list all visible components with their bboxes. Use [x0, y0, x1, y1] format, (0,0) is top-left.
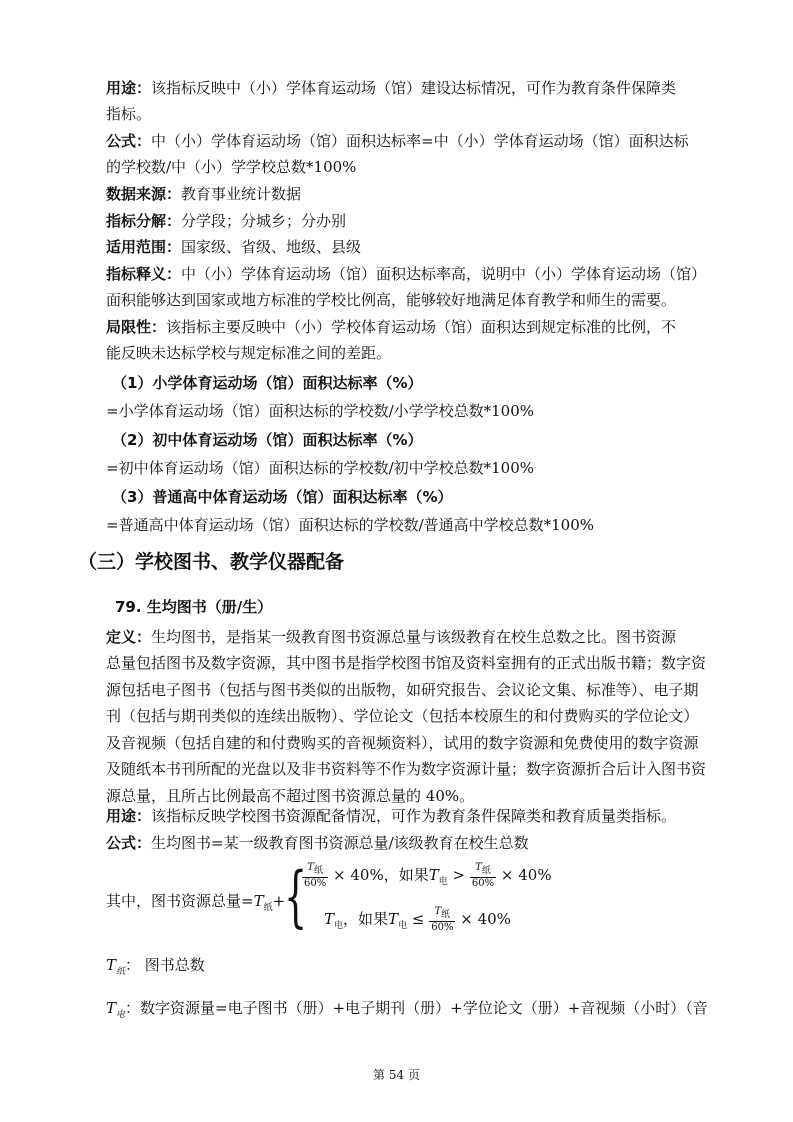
- interpretation-line-cont: 面积能够达到国家或地方标准的学校比例高，能够较好地满足体育教学和师生的需要。: [106, 291, 677, 309]
- formula-line: 公式：中（小）学体育运动场（馆）面积达标率=中（小）学体育运动场（馆）面积达标: [106, 132, 689, 150]
- formula-prefix: 其中，图书资源总量$=T_纸+$: [106, 892, 286, 913]
- formula-case-2: $T_电$，如果$T_电$ ≤ $\frac{T_纸}{60\%}$ × 40%: [324, 906, 511, 933]
- definition-line: 及随纸本书刊所配的光盘以及非书资料等不作为数字资源计量；数字资源折合后计入图书资: [106, 760, 707, 778]
- sub-item-heading: （2）初中体育运动场（馆）面积达标率（%）: [112, 431, 423, 449]
- var-elec-line: $T_电$：数字资源量=电子图书（册）+电子期刊（册）+学位论文（册）+音视频（小时）（音: [106, 999, 708, 1020]
- breakdown-line: 指标分解：分学段；分城乡；分办别: [106, 212, 347, 230]
- definition-line: 总量包括图书及数字资源，其中图书是指学校图书馆及资料室拥有的正式出版书籍；数字资: [106, 654, 707, 672]
- formula-case-1: $\frac{T_纸}{60\%}$ × 40%，如果$T_电$ > $\frac{T_纸}{60\%}$ × 40%: [304, 862, 552, 889]
- scope-line: 适用范围：国家级、省级、地级、县级: [106, 238, 362, 256]
- sub-item-formula: =小学体育运动场（馆）面积达标的学校数/小学学校总数*100%: [106, 402, 535, 420]
- item-title: 79. 生均图书（册/生）: [115, 598, 273, 616]
- definition-line: 定义：生均图书，是指某一级教育图书资源总量与该级教育在校生总数之比。图书资源: [106, 628, 677, 646]
- sub-item-heading: （3）普通高中体育运动场（馆）面积达标率（%）: [112, 488, 453, 506]
- definition-line: 源包括电子图书（包括与图书类似的出版物，如研究报告、会议论文集、标准等）、电子期: [106, 681, 699, 699]
- var-paper-line: $T_纸$： 图书总数: [106, 956, 205, 977]
- data-source-line: 数据来源：教育事业统计数据: [106, 185, 302, 203]
- usage-line-cont: 指标。: [106, 105, 152, 123]
- usage-line-2: 用途：该指标反映学校图书资源配备情况，可作为教育条件保障类和教育质量类指标。: [106, 807, 677, 825]
- formula-line-2: 公式：生均图书=某一级教育图书资源总量/该级教育在校生总数: [106, 834, 529, 852]
- definition-line: 刊（包括与期刊类似的连续出版物）、学位论文（包括本校原生的和付费购买的学位论文）: [106, 707, 699, 725]
- left-brace: {: [284, 858, 308, 935]
- page-number: 第 54 页: [373, 1068, 420, 1082]
- piecewise-formula: [106, 860, 666, 942]
- sub-item-heading: （1）小学体育运动场（馆）面积达标率（%）: [112, 374, 423, 392]
- formula-line-cont: 的学校数/中（小）学学校总数*100%: [106, 158, 357, 176]
- limitation-line-cont: 能反映未达标学校与规定标准之间的差距。: [106, 344, 392, 362]
- interpretation-line: 指标释义：中（小）学体育运动场（馆）面积达标率高，说明中（小）学体育运动场（馆）: [106, 265, 707, 283]
- definition-line: 源总量，且所占比例最高不超过图书资源总量的 40%。: [106, 787, 475, 805]
- sub-item-formula: =普通高中体育运动场（馆）面积达标的学校数/普通高中学校总数*100%: [106, 516, 595, 534]
- section-title: （三）学校图书、教学仪器配备: [78, 551, 345, 573]
- limitation-line: 局限性：该指标主要反映中（小）学校体育运动场（馆）面积达到规定标准的比例，不: [106, 318, 677, 336]
- sub-item-formula: =初中体育运动场（馆）面积达标的学校数/初中学校总数*100%: [106, 459, 535, 477]
- definition-line: 及音视频（包括自建的和付费购买的音视频资料），试用的数字资源和免费使用的数字资源: [106, 734, 699, 752]
- usage-line: 用途：该指标反映中（小）学体育运动场（馆）建设达标情况，可作为教育条件保障类: [106, 79, 677, 97]
